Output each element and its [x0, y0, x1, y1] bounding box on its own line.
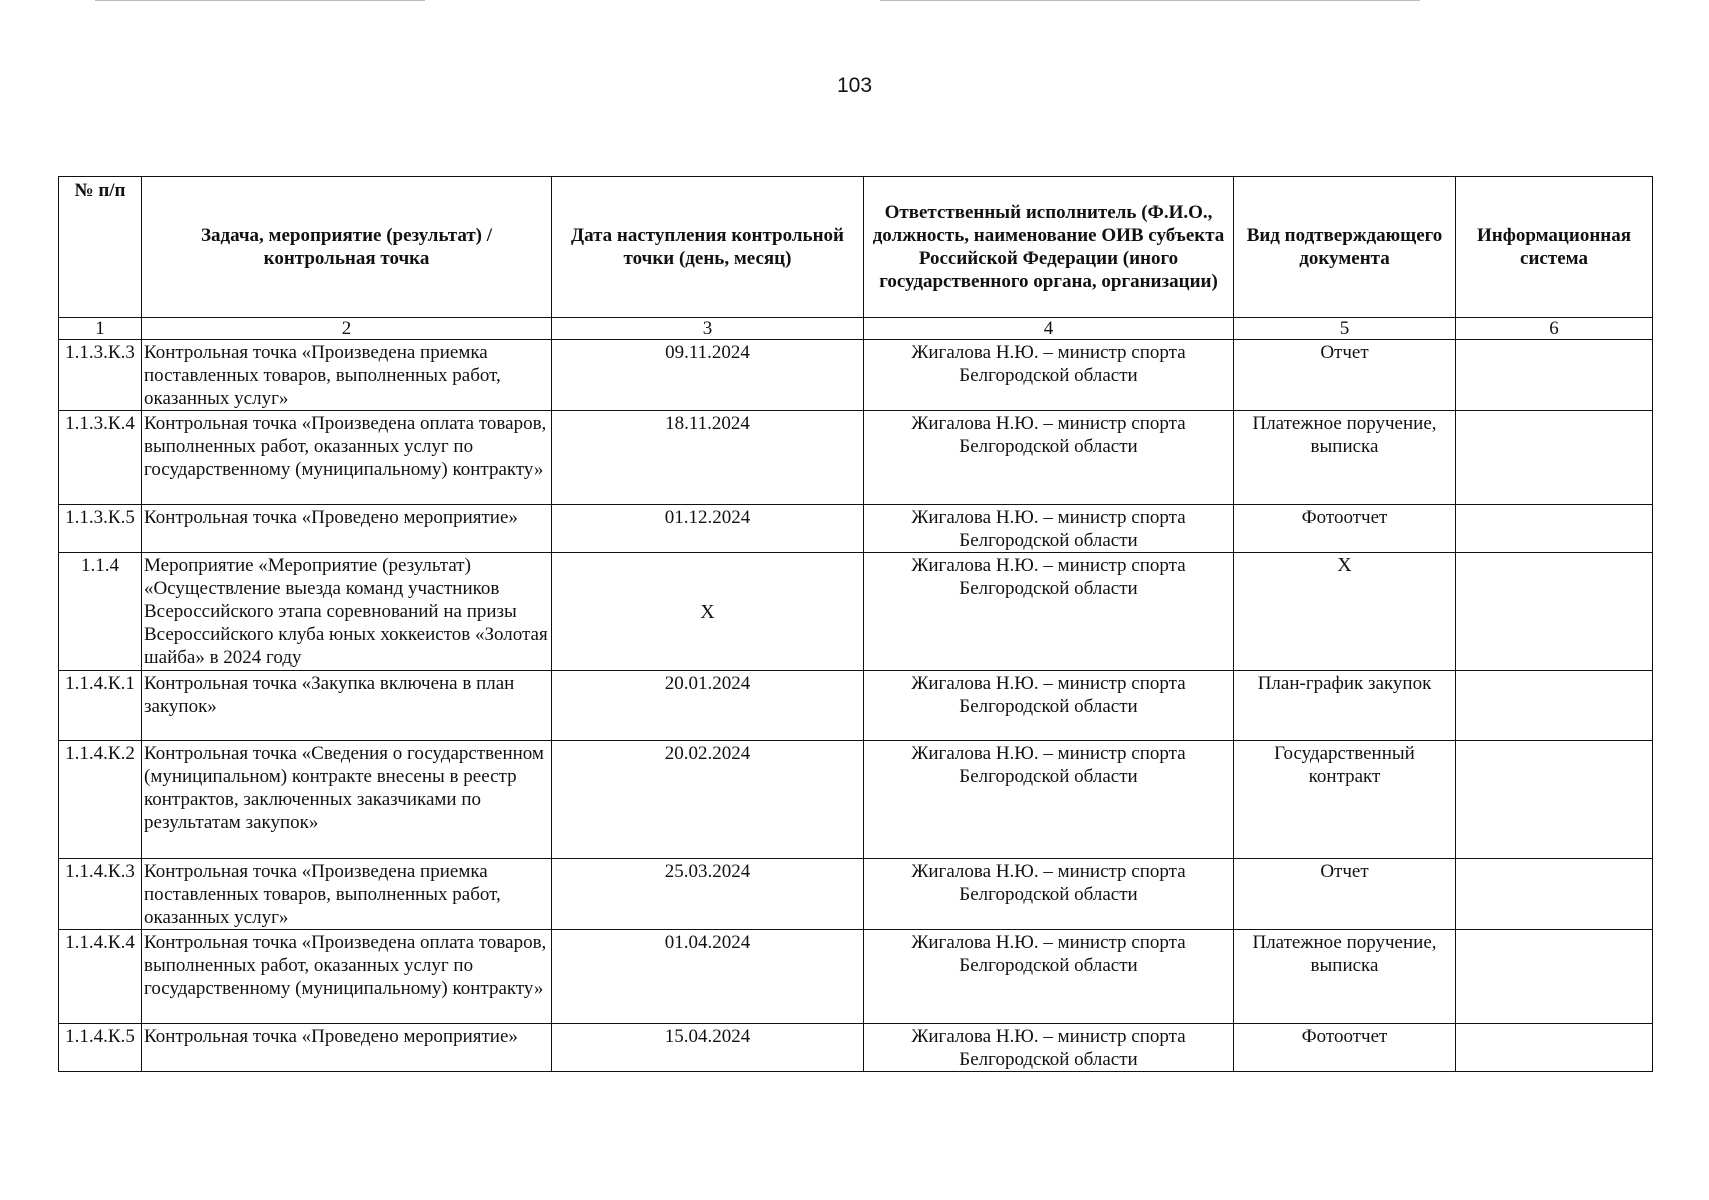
column-number-row — [59, 318, 1653, 340]
row-number: 1.1.4.К.2 — [59, 741, 142, 859]
row-task: Контрольная точка «Произведена оплата товаров, выполненных работ, оказанных услуг по государственному (муниципальному) контракту» — [142, 411, 552, 505]
table-row — [59, 340, 1653, 411]
row-task: Контрольная точка «Проведено мероприятие» — [142, 505, 552, 553]
header-document: Вид подтверждающего документа — [1234, 177, 1456, 318]
column-number: 4 — [864, 318, 1234, 340]
page-number: 103 — [836, 74, 873, 97]
row-document: Х — [1234, 553, 1456, 671]
table-row — [59, 553, 1653, 671]
row-responsible: Жигалова Н.Ю. – министр спорта Белгородской области — [864, 671, 1234, 741]
row-task: Контрольная точка «Закупка включена в план закупок» — [142, 671, 552, 741]
row-document: Отчет — [1234, 859, 1456, 930]
header-system: Информационная система — [1456, 177, 1653, 318]
row-responsible: Жигалова Н.Ю. – министр спорта Белгородской области — [864, 411, 1234, 505]
table-row — [59, 859, 1653, 930]
column-number: 2 — [142, 318, 552, 340]
row-responsible: Жигалова Н.Ю. – министр спорта Белгородской области — [864, 859, 1234, 930]
row-responsible: Жигалова Н.Ю. – министр спорта Белгородской области — [864, 505, 1234, 553]
column-number: 5 — [1234, 318, 1456, 340]
row-date: 20.01.2024 — [552, 671, 864, 741]
top-edge-rule-left — [95, 0, 425, 1]
row-responsible: Жигалова Н.Ю. – министр спорта Белгородской области — [864, 553, 1234, 671]
row-date: 25.03.2024 — [552, 859, 864, 930]
row-system — [1456, 340, 1653, 411]
row-task: Контрольная точка «Проведено мероприятие» — [142, 1024, 552, 1072]
row-system — [1456, 1024, 1653, 1072]
table-row — [59, 411, 1653, 505]
header-responsible: Ответственный исполнитель (Ф.И.О., должность, наименование ОИВ субъекта Российской Федерации (иного государственного органа, организации) — [864, 177, 1234, 318]
table-row — [59, 671, 1653, 741]
row-task: Мероприятие «Мероприятие (результат) «Осуществление выезда команд участников Всероссийского этапа соревнований на призы Всероссийского клуба юных хоккеистов «Золотая шайба» в 2024 году — [142, 553, 552, 671]
header-task: Задача, мероприятие (результат) / контрольная точка — [142, 177, 552, 318]
top-edge-rule-right — [880, 0, 1420, 1]
row-number: 1.1.4.К.3 — [59, 859, 142, 930]
row-date: 15.04.2024 — [552, 1024, 864, 1072]
table-header-row — [59, 177, 1653, 318]
row-task: Контрольная точка «Произведена приемка поставленных товаров, выполненных работ, оказанных услуг» — [142, 859, 552, 930]
row-system — [1456, 553, 1653, 671]
row-system — [1456, 671, 1653, 741]
row-system — [1456, 859, 1653, 930]
table-row — [59, 930, 1653, 1024]
row-document: Платежное поручение, выписка — [1234, 411, 1456, 505]
row-document: Отчет — [1234, 340, 1456, 411]
row-document: План-график закупок — [1234, 671, 1456, 741]
row-number: 1.1.3.К.4 — [59, 411, 142, 505]
row-task: Контрольная точка «Сведения о государственном (муниципальном) контракте внесены в реестр контрактов, заключенных заказчиками по результатам закупок» — [142, 741, 552, 859]
row-number: 1.1.4.К.4 — [59, 930, 142, 1024]
row-number: 1.1.3.К.5 — [59, 505, 142, 553]
row-number: 1.1.3.К.3 — [59, 340, 142, 411]
control-points-table — [58, 176, 1653, 1072]
row-system — [1456, 930, 1653, 1024]
table-row — [59, 505, 1653, 553]
row-document: Платежное поручение, выписка — [1234, 930, 1456, 1024]
column-number: 6 — [1456, 318, 1653, 340]
column-number: 1 — [59, 318, 142, 340]
row-document: Государственный контракт — [1234, 741, 1456, 859]
row-responsible: Жигалова Н.Ю. – министр спорта Белгородской области — [864, 741, 1234, 859]
row-date: Х — [552, 553, 864, 671]
row-task: Контрольная точка «Произведена оплата товаров, выполненных работ, оказанных услуг по государственному (муниципальному) контракту» — [142, 930, 552, 1024]
row-number: 1.1.4.К.1 — [59, 671, 142, 741]
row-date: 01.04.2024 — [552, 930, 864, 1024]
row-responsible: Жигалова Н.Ю. – министр спорта Белгородской области — [864, 340, 1234, 411]
row-task: Контрольная точка «Произведена приемка поставленных товаров, выполненных работ, оказанных услуг» — [142, 340, 552, 411]
table-row — [59, 741, 1653, 859]
row-system — [1456, 411, 1653, 505]
row-number: 1.1.4 — [59, 553, 142, 671]
row-date: 01.12.2024 — [552, 505, 864, 553]
row-date: 09.11.2024 — [552, 340, 864, 411]
row-date: 18.11.2024 — [552, 411, 864, 505]
row-responsible: Жигалова Н.Ю. – министр спорта Белгородской области — [864, 930, 1234, 1024]
column-number: 3 — [552, 318, 864, 340]
table-row — [59, 1024, 1653, 1072]
row-number: 1.1.4.К.5 — [59, 1024, 142, 1072]
row-document: Фотоотчет — [1234, 505, 1456, 553]
row-date: 20.02.2024 — [552, 741, 864, 859]
header-date: Дата наступления контрольной точки (день, месяц) — [552, 177, 864, 318]
row-system — [1456, 741, 1653, 859]
row-responsible: Жигалова Н.Ю. – министр спорта Белгородской области — [864, 1024, 1234, 1072]
header-number: № п/п — [59, 177, 142, 318]
row-system — [1456, 505, 1653, 553]
row-document: Фотоотчет — [1234, 1024, 1456, 1072]
